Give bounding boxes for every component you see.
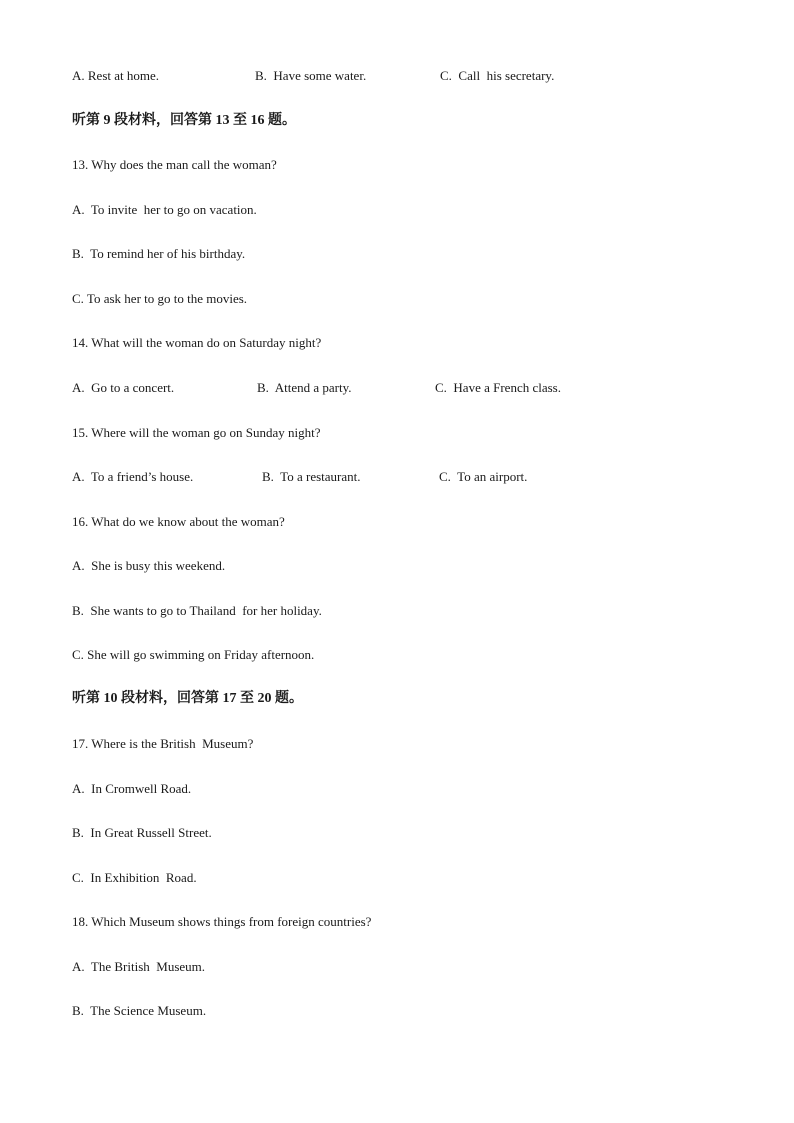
q13-option-b: B. To remind her of his birthday.	[72, 246, 246, 261]
q17-option-c: C. In Exhibition Road.	[72, 870, 197, 885]
q16-option-a: A. She is busy this weekend.	[72, 558, 226, 573]
q14-option-c: C. Have a French class.	[435, 380, 561, 395]
section9-heading: 听第 9 段材料，回答第 13 至 16 题。	[72, 113, 296, 128]
q17-option-b: B. In Great Russell Street.	[72, 825, 212, 840]
q14-question: 14. What will the woman do on Saturday night?	[72, 335, 322, 350]
q13-option-c: C. To ask her to go to the movies.	[72, 291, 248, 306]
q12-option-c: C. Call his secretary.	[440, 68, 555, 83]
q13-option-a: A. To invite her to go on vacation.	[72, 202, 257, 217]
section10-heading: 听第 10 段材料，回答第 17 至 20 题。	[72, 691, 303, 706]
q15-question: 15. Where will the woman go on Sunday night?	[72, 425, 321, 440]
q16-option-c: C. She will go swimming on Friday afternoon.	[72, 647, 315, 662]
q13-question: 13. Why does the man call the woman?	[72, 157, 277, 172]
q16-option-b: B. She wants to go to Thailand for her holiday.	[72, 603, 322, 618]
q12-option-a: A. Rest at home.	[72, 68, 160, 83]
q15-option-c: C. To an airport.	[439, 469, 528, 484]
q15-option-a: A. To a friend’s house.	[72, 469, 194, 484]
q18-question: 18. Which Museum shows things from foreign countries?	[72, 914, 372, 929]
q14-option-b: B. Attend a party.	[257, 380, 352, 395]
q12-option-b: B. Have some water.	[255, 68, 367, 83]
q18-option-a: A. The British Museum.	[72, 959, 206, 974]
q16-question: 16. What do we know about the woman?	[72, 514, 285, 529]
q17-option-a: A. In Cromwell Road.	[72, 781, 192, 796]
q14-option-a: A. Go to a concert.	[72, 380, 175, 395]
q15-option-b: B. To a restaurant.	[262, 469, 361, 484]
q17-question: 17. Where is the British Museum?	[72, 736, 254, 751]
q18-option-b: B. The Science Museum.	[72, 1003, 207, 1018]
